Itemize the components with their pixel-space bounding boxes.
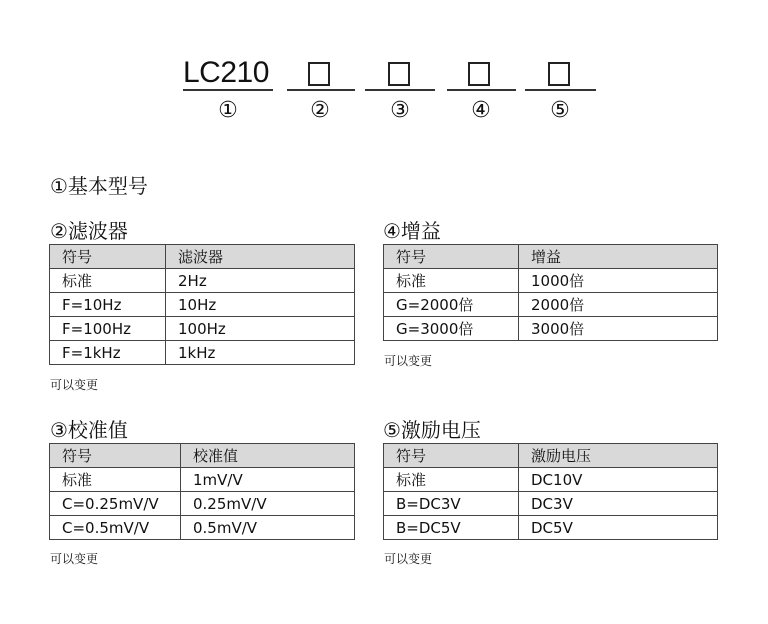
value-cell: 2Hz bbox=[166, 269, 355, 293]
filter-heading: ②滤波器 bbox=[50, 219, 128, 243]
table-header-row bbox=[50, 444, 355, 468]
value-cell: 100Hz bbox=[166, 317, 355, 341]
code-cell: G=3000倍 bbox=[384, 317, 519, 341]
calibration-table bbox=[49, 443, 355, 540]
value-cell: 1kHz bbox=[166, 341, 355, 365]
table-row bbox=[384, 293, 718, 317]
table-row bbox=[50, 516, 355, 540]
table-row bbox=[50, 269, 355, 293]
underline-5 bbox=[525, 89, 596, 91]
table-row bbox=[384, 516, 718, 540]
gain-note: 可以变更 bbox=[384, 354, 433, 368]
code-cell: C=0.5mV/V bbox=[50, 516, 181, 540]
underline-3 bbox=[365, 89, 435, 91]
underline-2 bbox=[287, 89, 355, 91]
table-row bbox=[384, 317, 718, 341]
code-cell: 标准 bbox=[384, 468, 519, 492]
value-cell: 3000倍 bbox=[519, 317, 718, 341]
table-row bbox=[50, 341, 355, 365]
excitation-heading: ⑤激励电压 bbox=[383, 418, 481, 442]
value-cell: DC10V bbox=[519, 468, 718, 492]
table-header-row bbox=[50, 245, 355, 269]
filter-table bbox=[49, 244, 355, 365]
value-cell: 10Hz bbox=[166, 293, 355, 317]
table-header-row bbox=[384, 444, 718, 468]
position-label-3: ③ bbox=[390, 98, 410, 123]
model-base-code: LC210 bbox=[183, 56, 269, 89]
table-row bbox=[50, 317, 355, 341]
header-cell: 校准值 bbox=[181, 444, 355, 468]
header-cell: 符号 bbox=[384, 444, 519, 468]
table-row bbox=[50, 468, 355, 492]
code-cell: F=1kHz bbox=[50, 341, 166, 365]
code-cell: B=DC5V bbox=[384, 516, 519, 540]
header-cell: 符号 bbox=[50, 245, 166, 269]
placeholder-box-5 bbox=[548, 62, 570, 86]
calibration-note: 可以变更 bbox=[50, 552, 99, 566]
code-cell: G=2000倍 bbox=[384, 293, 519, 317]
header-cell: 符号 bbox=[50, 444, 181, 468]
placeholder-box-3 bbox=[388, 62, 410, 86]
code-cell: 标准 bbox=[384, 269, 519, 293]
excitation-table bbox=[383, 443, 718, 540]
value-cell: DC3V bbox=[519, 492, 718, 516]
table-header-row bbox=[384, 245, 718, 269]
value-cell: 2000倍 bbox=[519, 293, 718, 317]
underline-4 bbox=[447, 89, 516, 91]
value-cell: 1000倍 bbox=[519, 269, 718, 293]
header-cell: 激励电压 bbox=[519, 444, 718, 468]
code-cell: B=DC3V bbox=[384, 492, 519, 516]
calibration-heading: ③校准值 bbox=[50, 418, 128, 442]
placeholder-box-2 bbox=[308, 62, 330, 86]
header-cell: 滤波器 bbox=[166, 245, 355, 269]
excitation-note: 可以变更 bbox=[384, 552, 433, 566]
table-row bbox=[50, 293, 355, 317]
gain-table bbox=[383, 244, 718, 341]
code-cell: F=10Hz bbox=[50, 293, 166, 317]
position-label-2: ② bbox=[310, 98, 330, 123]
base-model-heading: ①基本型号 bbox=[50, 174, 148, 198]
table-row bbox=[384, 492, 718, 516]
value-cell: 0.25mV/V bbox=[181, 492, 355, 516]
gain-heading: ④增益 bbox=[383, 219, 441, 243]
table-row bbox=[384, 468, 718, 492]
header-cell: 符号 bbox=[384, 245, 519, 269]
filter-note: 可以变更 bbox=[50, 378, 99, 392]
value-cell: 1mV/V bbox=[181, 468, 355, 492]
code-cell: F=100Hz bbox=[50, 317, 166, 341]
position-label-4: ④ bbox=[471, 98, 491, 123]
table-row bbox=[50, 492, 355, 516]
value-cell: 0.5mV/V bbox=[181, 516, 355, 540]
underline-1 bbox=[183, 89, 273, 91]
placeholder-box-4 bbox=[468, 62, 490, 86]
position-label-1: ① bbox=[218, 98, 238, 123]
position-label-5: ⑤ bbox=[550, 98, 570, 123]
code-cell: C=0.25mV/V bbox=[50, 492, 181, 516]
table-row bbox=[384, 269, 718, 293]
value-cell: DC5V bbox=[519, 516, 718, 540]
header-cell: 增益 bbox=[519, 245, 718, 269]
code-cell: 标准 bbox=[50, 468, 181, 492]
code-cell: 标准 bbox=[50, 269, 166, 293]
